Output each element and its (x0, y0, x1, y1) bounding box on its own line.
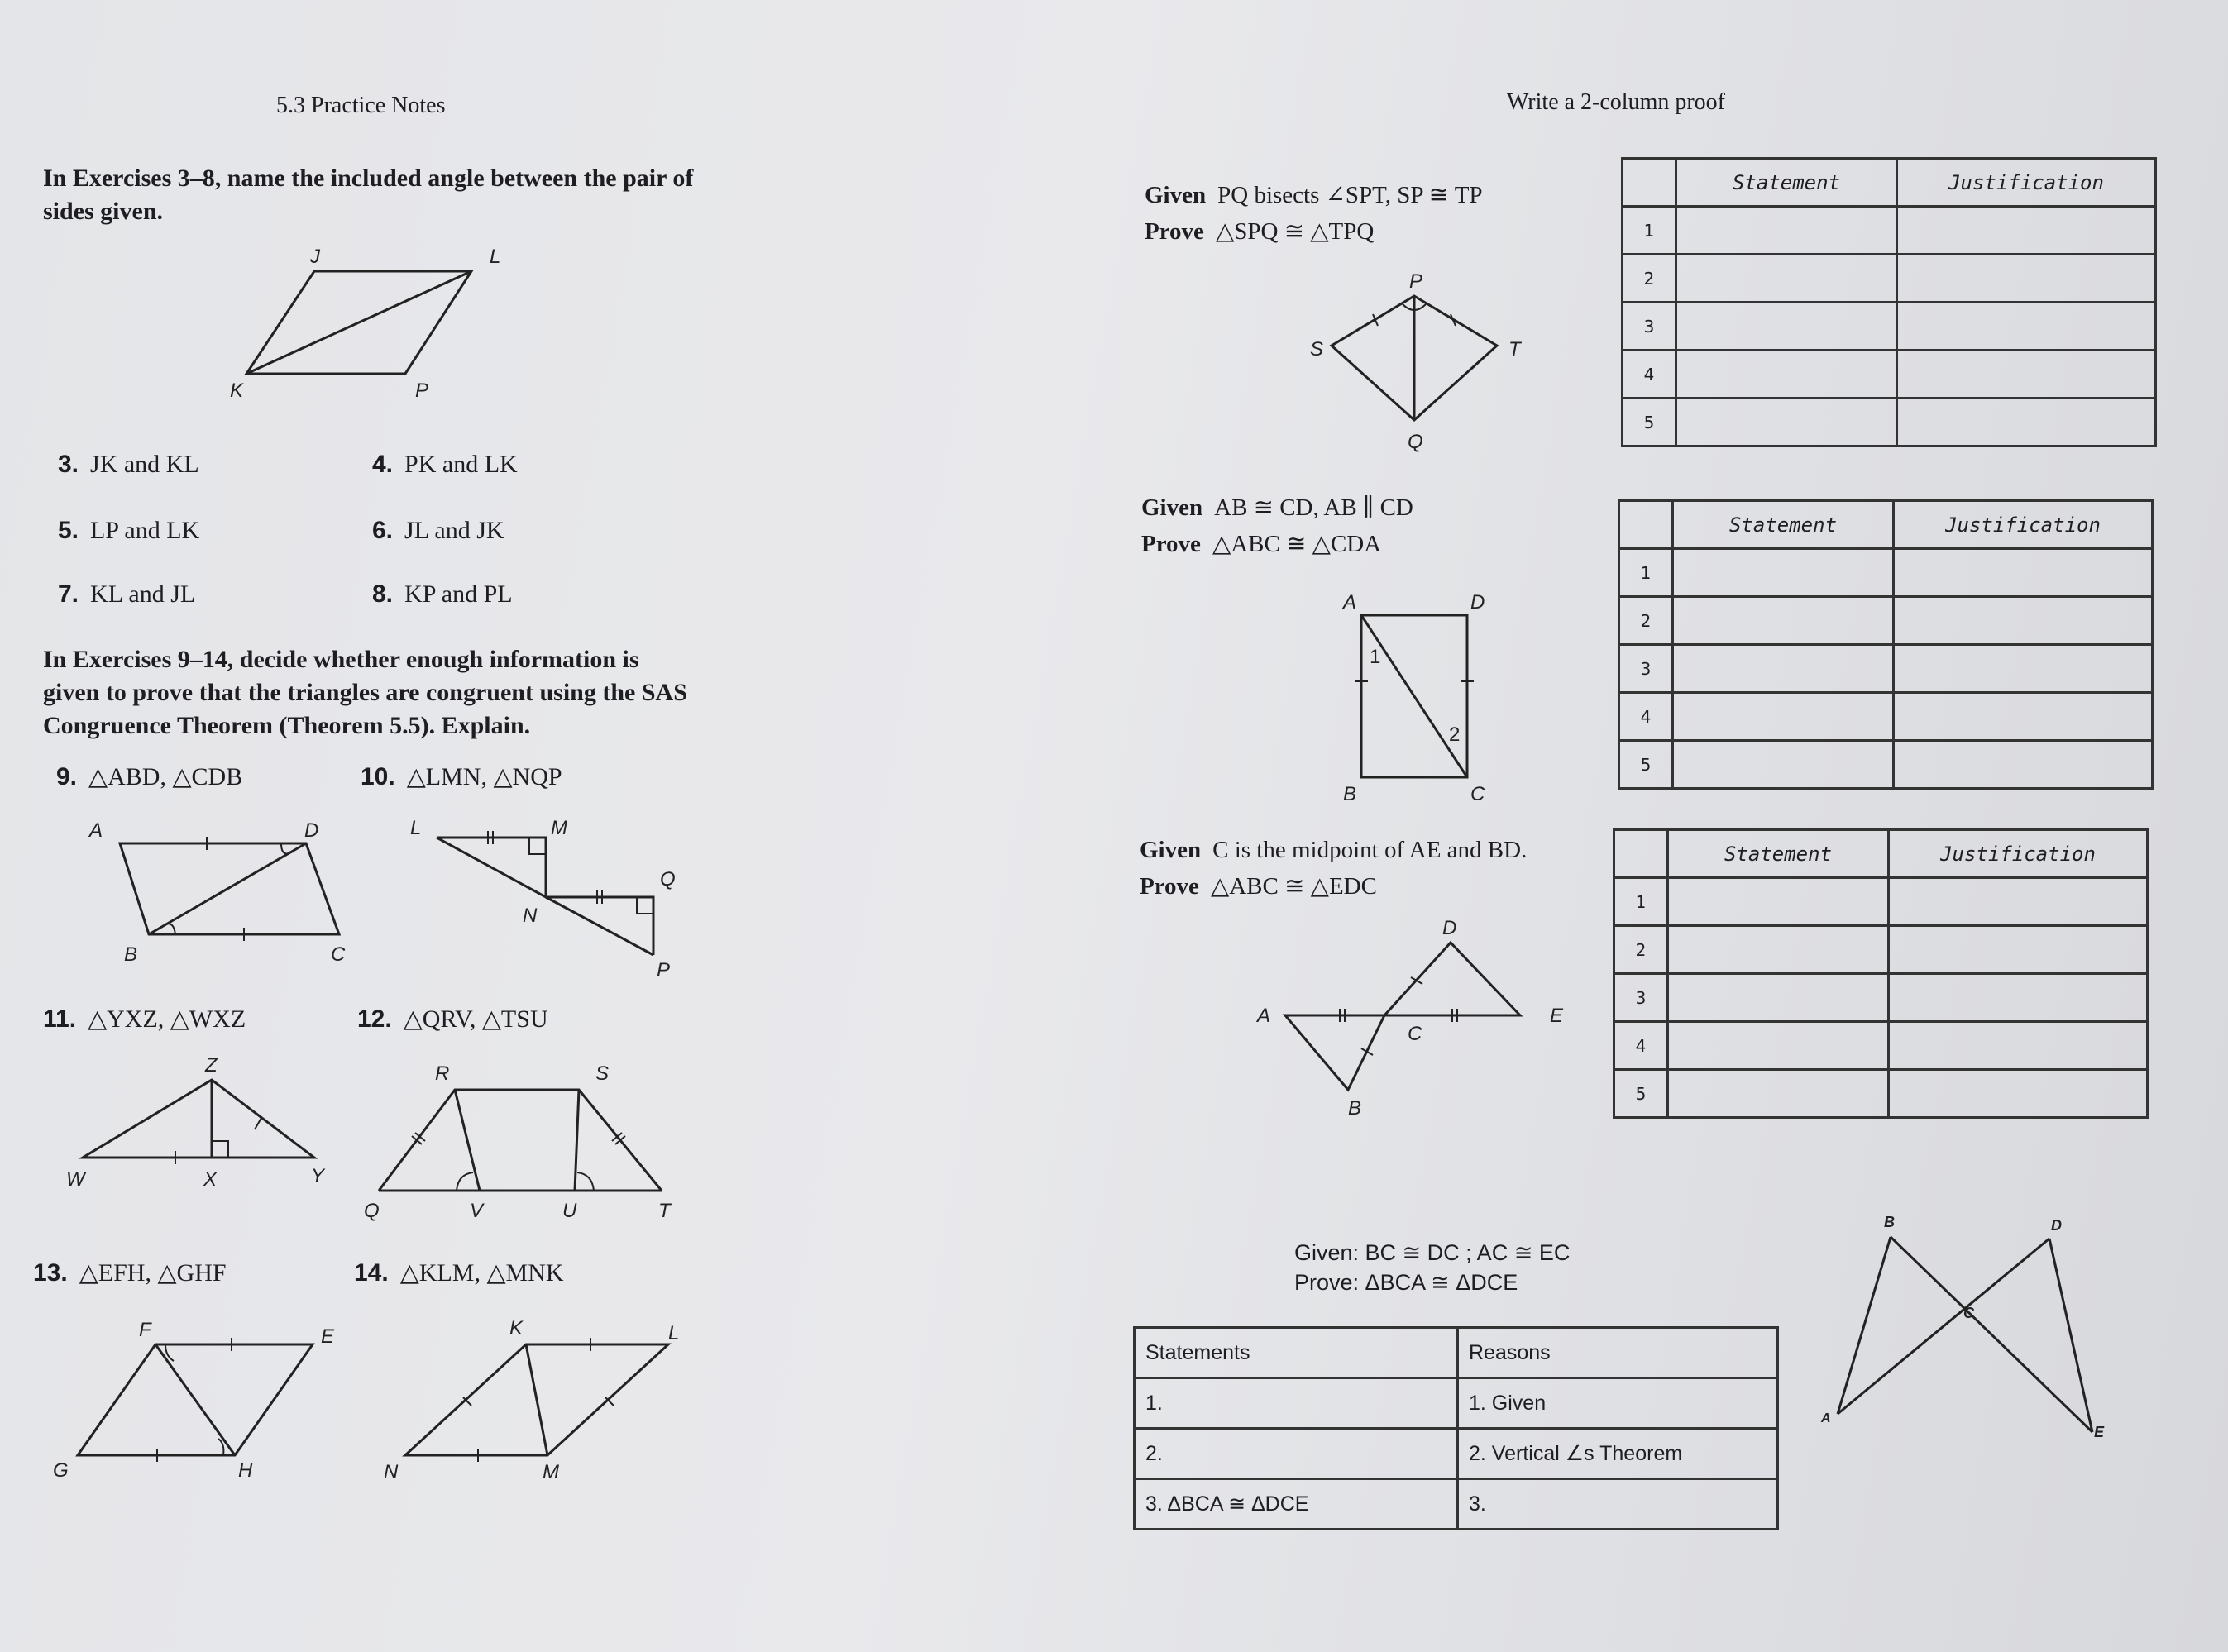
label-y: Y (311, 1165, 325, 1187)
statement-cell[interactable] (1673, 741, 1894, 789)
label-e: E (1550, 1005, 1564, 1027)
row-number: 2 (1619, 597, 1673, 645)
statement-cell[interactable]: 1. (1135, 1378, 1458, 1429)
figure-ex11 (66, 1050, 347, 1199)
label-l: L (410, 817, 422, 839)
reason-cell[interactable]: 2. Vertical ∠s Theorem (1458, 1429, 1778, 1479)
reason-cell[interactable]: 1. Given (1458, 1378, 1778, 1429)
label-b: B (124, 943, 138, 966)
justification-header: Justification (1897, 159, 2156, 207)
figure-ex13 (50, 1315, 347, 1488)
row-number: 2 (1623, 255, 1676, 303)
label-n: N (384, 1461, 399, 1483)
corner-cell (1614, 830, 1668, 878)
justification-cell[interactable] (1897, 351, 2156, 399)
statement-cell[interactable] (1668, 974, 1889, 1022)
label-c: C (1470, 783, 1485, 805)
label-c: C (1408, 1023, 1422, 1045)
label-s: S (595, 1062, 610, 1085)
label-a: A (89, 819, 103, 842)
given-text: AB ≅ CD, AB ∥ CD (1214, 494, 1413, 521)
exercise-text: LP and LK (90, 517, 200, 544)
exercise-text: KL and JL (90, 580, 196, 608)
justification-cell[interactable] (1894, 645, 2153, 693)
proof1-given (1145, 177, 1483, 250)
exercise-text: △YXZ, △WXZ (88, 1005, 246, 1033)
label-l: L (490, 246, 501, 268)
exercise-number: 4. (372, 451, 394, 478)
statement-cell[interactable] (1668, 878, 1889, 926)
given-text: PQ bisects ∠SPT, SP ≅ TP (1217, 182, 1483, 208)
exercise-4 (372, 451, 518, 479)
prove-keyword: Prove (1145, 218, 1204, 245)
proof3-table (1613, 828, 2149, 1119)
statement-cell[interactable] (1676, 255, 1897, 303)
corner-cell (1623, 159, 1676, 207)
proof3-figure (1249, 918, 1580, 1124)
label-b: B (1343, 783, 1357, 805)
figure-ex9 (83, 819, 364, 976)
justification-cell[interactable] (1894, 741, 2153, 789)
exercise-13 (33, 1258, 227, 1287)
row-number: 3 (1614, 974, 1668, 1022)
proof1-table (1621, 157, 2157, 447)
given-text: Given: BC ≅ DC ; AC ≅ EC (1294, 1240, 1571, 1265)
row-number: 3 (1619, 645, 1673, 693)
given-keyword: Given (1140, 837, 1202, 863)
section1-instructions: In Exercises 3–8, name the included angle between the pair of sides given. (43, 165, 694, 225)
label-f: F (139, 1319, 151, 1341)
figure-ex12 (364, 1050, 695, 1224)
figure-ex10 (405, 814, 686, 980)
label-c: C (1963, 1305, 1974, 1321)
corner-cell (1619, 501, 1673, 549)
exercise-text: △EFH, △GHF (79, 1259, 227, 1287)
label-r: R (435, 1062, 450, 1085)
label-w: W (66, 1168, 85, 1191)
label-p: P (415, 380, 429, 402)
left-page-title: 5.3 Practice Notes (276, 93, 446, 118)
given-text: C is the midpoint of AE and BD. (1212, 837, 1528, 863)
prove-keyword: Prove (1140, 873, 1199, 900)
label-s: S (1310, 338, 1324, 360)
statement-header: Statement (1668, 830, 1889, 878)
given-keyword: Given (1141, 494, 1203, 521)
exercise-text: △ABD, △CDB (88, 763, 243, 790)
justification-cell[interactable] (1897, 303, 2156, 351)
prove-text: △ABC ≅ △EDC (1210, 873, 1377, 900)
row-number: 2 (1614, 926, 1668, 974)
section2-instructions: In Exercises 9–14, decide whether enough information is given to prove that the triangles are congruent using the SAS Congruence Theorem (Theorem 5.5). Explain. (43, 646, 687, 739)
label-k: K (230, 380, 244, 402)
exercise-text: KP and PL (404, 580, 513, 608)
proof3-given (1140, 832, 1527, 905)
statement-cell[interactable] (1676, 351, 1897, 399)
statement-header: Statement (1673, 501, 1894, 549)
statement-cell[interactable] (1673, 693, 1894, 741)
exercise-9 (56, 762, 242, 791)
proof4-figure (1819, 1207, 2105, 1447)
label-k: K (509, 1317, 524, 1339)
justification-cell[interactable] (1894, 549, 2153, 597)
angle-2-label: 2 (1449, 723, 1461, 746)
proof4-given (1294, 1238, 1570, 1297)
label-q: Q (660, 868, 676, 890)
statement-cell[interactable] (1676, 207, 1897, 255)
label-e: E (321, 1325, 335, 1348)
statement-cell[interactable] (1676, 303, 1897, 351)
label-b: B (1884, 1214, 1895, 1230)
label-v: V (470, 1200, 484, 1222)
label-p: P (1409, 270, 1423, 293)
justification-cell[interactable] (1897, 399, 2156, 446)
label-d: D (1470, 591, 1485, 614)
proof2-given (1141, 489, 1413, 562)
proof2-figure (1323, 589, 1505, 805)
exercise-6 (372, 517, 504, 545)
exercise-text: PK and LK (404, 451, 518, 478)
figure-ex14 (372, 1315, 703, 1488)
exercise-7 (58, 580, 195, 609)
label-m: M (551, 817, 567, 839)
justification-cell[interactable] (1894, 597, 2153, 645)
row-number: 1 (1623, 207, 1676, 255)
exercise-number: 10. (361, 763, 395, 790)
exercise-text: JK and KL (90, 451, 199, 478)
exercise-number: 6. (372, 517, 394, 544)
statement-cell[interactable] (1668, 926, 1889, 974)
row-number: 5 (1623, 399, 1676, 446)
exercise-text: JL and JK (404, 517, 504, 544)
row-number: 1 (1614, 878, 1668, 926)
label-x: X (203, 1168, 218, 1191)
label-t: T (658, 1200, 671, 1222)
exercise-12 (357, 1005, 548, 1034)
statement-cell[interactable] (1673, 645, 1894, 693)
exercise-8 (372, 580, 513, 609)
exercise-text: △QRV, △TSU (403, 1005, 548, 1033)
justification-cell[interactable] (1889, 1070, 2148, 1118)
label-c: C (331, 943, 346, 966)
row-number: 4 (1619, 693, 1673, 741)
label-q: Q (1408, 431, 1423, 453)
justification-header: Justification (1894, 501, 2153, 549)
row-number: 4 (1623, 351, 1676, 399)
label-d: D (1442, 917, 1457, 939)
label-e: E (2094, 1424, 2105, 1440)
statement-header: Statement (1676, 159, 1897, 207)
label-q: Q (364, 1200, 380, 1222)
label-z: Z (205, 1054, 218, 1077)
label-h: H (238, 1459, 253, 1482)
row-number: 1 (1619, 549, 1673, 597)
label-m: M (543, 1461, 559, 1483)
justification-cell[interactable] (1889, 878, 2148, 926)
given-keyword: Given (1145, 182, 1207, 208)
exercise-3 (58, 451, 199, 479)
statement-cell[interactable] (1676, 399, 1897, 446)
prove-text: △SPQ ≅ △TPQ (1215, 218, 1375, 245)
row-number: 3 (1623, 303, 1676, 351)
statement-cell[interactable]: 3. ΔBCA ≅ ΔDCE (1135, 1479, 1458, 1530)
label-d: D (2051, 1217, 2062, 1234)
exercise-number: 14. (354, 1259, 389, 1287)
prove-text: △ABC ≅ △CDA (1212, 531, 1382, 557)
label-t: T (1508, 338, 1521, 360)
label-b: B (1348, 1097, 1362, 1120)
prove-text: Prove: ΔBCA ≅ ΔDCE (1294, 1270, 1518, 1295)
label-u: U (562, 1200, 577, 1222)
statement-cell[interactable] (1673, 597, 1894, 645)
exercise-number: 3. (58, 451, 79, 478)
label-l: L (668, 1322, 680, 1344)
exercise-number: 12. (357, 1005, 392, 1033)
label-n: N (523, 905, 538, 927)
prove-keyword: Prove (1141, 531, 1201, 557)
justification-cell[interactable] (1889, 1022, 2148, 1070)
exercise-14 (354, 1258, 564, 1287)
statement-cell[interactable] (1668, 1070, 1889, 1118)
exercise-number: 8. (372, 580, 394, 608)
row-number: 4 (1614, 1022, 1668, 1070)
proof2-table (1618, 499, 2154, 790)
reasons-header: Reasons (1458, 1328, 1778, 1378)
label-g: G (53, 1459, 69, 1482)
justification-header: Justification (1889, 830, 2148, 878)
statement-cell[interactable] (1668, 1022, 1889, 1070)
statement-cell[interactable] (1673, 549, 1894, 597)
label-p: P (657, 959, 671, 981)
proof4-table (1133, 1326, 1779, 1530)
exercise-number: 5. (58, 517, 79, 544)
statements-header: Statements (1135, 1328, 1458, 1378)
proof1-figure (1298, 263, 1538, 461)
label-d: D (304, 819, 319, 842)
justification-cell[interactable] (1894, 693, 2153, 741)
statement-cell[interactable]: 2. (1135, 1429, 1458, 1479)
justification-cell[interactable] (1889, 926, 2148, 974)
exercise-text: △KLM, △MNK (399, 1259, 564, 1287)
angle-1-label: 1 (1370, 646, 1381, 668)
exercise-10 (361, 762, 562, 791)
justification-cell[interactable] (1897, 207, 2156, 255)
exercise-number: 11. (43, 1005, 77, 1033)
row-number: 5 (1614, 1070, 1668, 1118)
row-number: 5 (1619, 741, 1673, 789)
label-j: J (310, 246, 320, 268)
label-a: A (1821, 1411, 1831, 1425)
exercise-number: 9. (56, 763, 78, 790)
justification-cell[interactable] (1889, 974, 2148, 1022)
exercise-number: 7. (58, 580, 79, 608)
exercise-5 (58, 517, 199, 545)
exercise-11 (43, 1005, 246, 1034)
label-a: A (1257, 1005, 1271, 1027)
reason-cell[interactable]: 3. (1458, 1479, 1778, 1530)
exercise-number: 13. (33, 1259, 68, 1287)
exercise-text: △LMN, △NQP (406, 763, 562, 790)
figure-parallelogram-jlpk (232, 240, 513, 405)
right-page-title: Write a 2-column proof (1507, 89, 1726, 115)
label-a: A (1343, 591, 1357, 614)
justification-cell[interactable] (1897, 255, 2156, 303)
